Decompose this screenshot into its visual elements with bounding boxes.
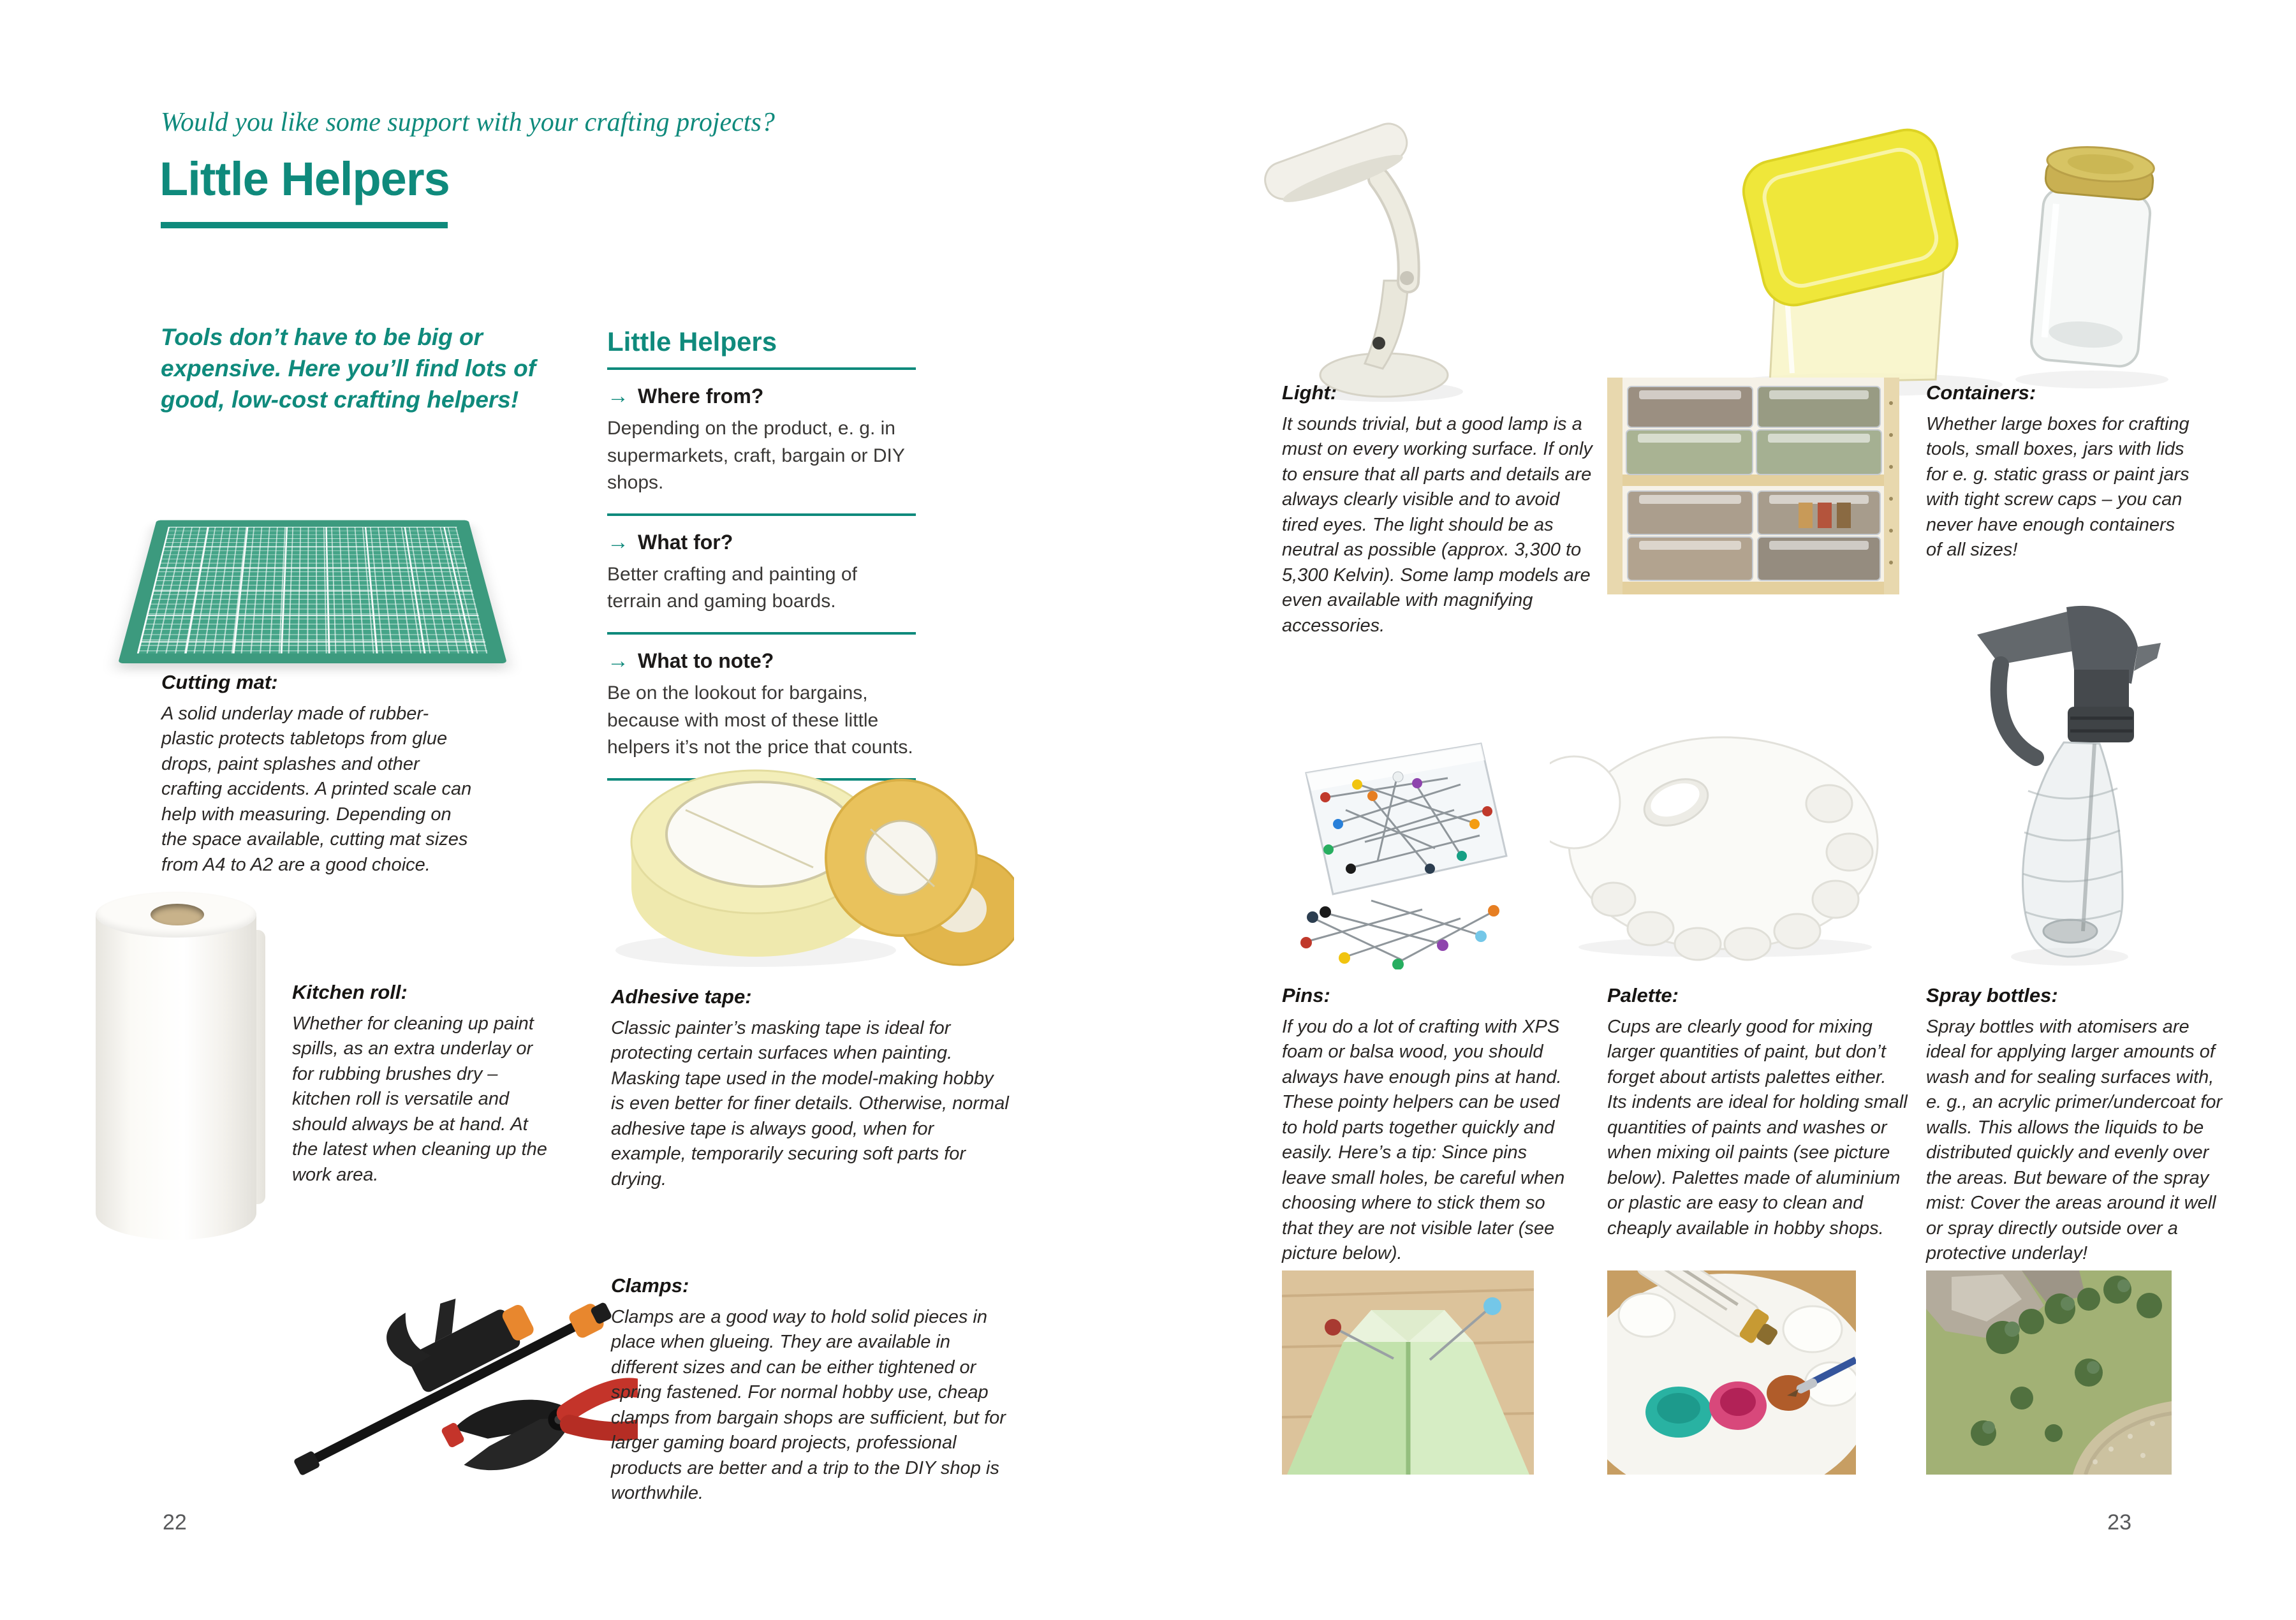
kitchen-roll-text: Whether for cleaning up paint spills, as an extra underlay or for rubbing brushes dry – kitchen roll is versatile and should always be at hand. At the latest when cleaning up the work area. (292, 1013, 547, 1185)
info-section-body: Depending on the product, e. g. in supermarkets, craft, bargain or DIY shops. (607, 418, 905, 494)
adhesive-tape-photo (603, 721, 1014, 976)
page-number-left: 22 (163, 1510, 187, 1535)
info-section-heading: What to note? (638, 649, 774, 672)
page-title: Little Helpers (159, 152, 450, 205)
pins-heading: Pins: (1282, 984, 1330, 1006)
terrain-photo (1926, 1270, 2172, 1475)
pins-text: If you do a lot of crafting with XPS foam or balsa wood, you should always have enough pins at hand. These pointy helpers can be used to hold parts together quickly and easily. Here’s a tip: Since pins leave small holes, be careful when choosing where to stick them so that they are not visible later (see picture below). (1282, 1017, 1565, 1263)
info-section-body: Better crafting and painting of terrain and gaming boards. (607, 563, 857, 612)
palette-photo (1550, 727, 1894, 963)
info-section-heading: What for? (638, 530, 733, 554)
info-section-where-from (607, 370, 916, 513)
title-underline (161, 222, 448, 228)
kitchen-roll-heading: Kitchen roll: (292, 981, 408, 1003)
storage-boxes-photo (1607, 378, 1899, 594)
info-section-heading: Where from? (638, 385, 764, 408)
intro-text: Tools don’t have to be big or expensive. Here you’ll find lots of good, low-cost crafting helpers! (161, 324, 536, 413)
palette-text: Cups are clearly good for mixing larger quantities of paint, but don’t forget about artists palettes either. Its indents are ideal for holding small quantities of paints and washes or when mixing oil paints (see picture below). Palettes made of aluminium or plastic are easy to clean and cheaply available in hobby shops. (1607, 1017, 1908, 1239)
light-text: It sounds trivial, but a good lamp is a must on every working surface. If only to ensure that all parts and details are always clearly visible and to avoid tired eyes. The light should be as neutral as possible (approx. 3,300 to 5,300 Kelvin). Some lamp models are even available with magnifying accessories. (1282, 414, 1593, 636)
adhesive-tape-heading: Adhesive tape: (611, 985, 752, 1008)
arrow-icon: → (607, 529, 629, 554)
clamps-photo (255, 1225, 638, 1499)
spray-bottle-photo (1939, 574, 2194, 969)
info-box-title: Little Helpers (607, 327, 777, 357)
page-kicker: Would you like some support with your crafting projects? (161, 108, 775, 137)
info-section-body: Be on the lookout for bargains, because with most of these little helpers it’s not the price that counts. (607, 682, 913, 758)
pins-in-foam-photo (1282, 1270, 1534, 1475)
spray-bottles-heading: Spray bottles: (1926, 984, 2058, 1006)
containers-heading: Containers: (1926, 381, 2036, 404)
light-heading: Light: (1282, 381, 1337, 404)
info-section-what-for (607, 516, 916, 632)
palette-paints-photo (1607, 1270, 1856, 1475)
arrow-icon: → (607, 648, 629, 673)
kitchen-roll-photo (96, 892, 256, 1244)
pins-photo (1269, 689, 1537, 969)
containers-text: Whether large boxes for crafting tools, small boxes, jars with lids for e. g. static grass or paint jars with tight screw caps – you can never have enough containers of all sizes! (1926, 414, 2189, 561)
lamp-photo (1244, 89, 1550, 408)
info-box (607, 327, 916, 781)
cutting-mat-photo (105, 367, 520, 666)
spray-bottles-text: Spray bottles with atomisers are ideal for applying larger amounts of wash and for sealing surfaces with, e. g., an acrylic primer/undercoat for walls. This allows the liquids to be distributed quickly and evenly over the areas. But beware of the spray mist: Cover the areas around it well or spray directly outside over a protective underlay! (1926, 1017, 2223, 1263)
cutting-mat-heading: Cutting mat: (161, 671, 278, 693)
palette-heading: Palette: (1607, 984, 1679, 1006)
containers-photo (1716, 124, 2188, 399)
clamps-heading: Clamps: (611, 1274, 689, 1297)
cutting-mat-text: A solid underlay made of rubber-plastic protects tabletops from glue drops, paint splashes and other crafting accidents. A printed scale can help with measuring. Depending on the space available, cutting mat sizes from A4 to A2 are a good choice. (161, 703, 472, 875)
arrow-icon: → (607, 384, 629, 408)
adhesive-tape-text: Classic painter’s masking tape is ideal for protecting certain surfaces when painting. Masking tape used in the model-making hobby is even better for finer details. Otherwise, normal adhesive tape is always good, when for example, temporarily securing soft parts for drying. (611, 1018, 1009, 1189)
clamps-text: Clamps are a good way to hold solid pieces in place when glueing. They are available in different sizes and can be either tightened or spring fastened. For normal hobby use, cheap clamps from bargain shops are sufficient, but for larger gaming board projects, professional products are better and a trip to the DIY shop is worthwhile. (611, 1307, 1006, 1504)
page-number-right: 23 (2107, 1510, 2131, 1535)
